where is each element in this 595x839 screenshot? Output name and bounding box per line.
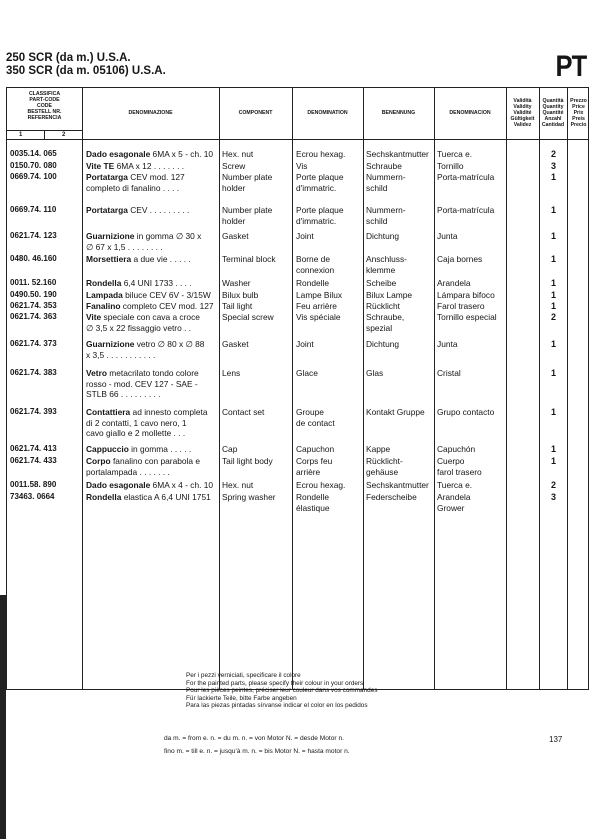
benennung-de: Dichtung — [366, 231, 400, 241]
component-en: Tail light — [222, 301, 253, 311]
component-en: Hex. nut — [222, 149, 254, 159]
description-it-detail: ad innesto completa di 2 contatti, 1 cavo nero, 1 cavo giallo e 2 mollette . . . — [86, 407, 208, 438]
model-line-1: 250 SCR (da m.) U.S.A. — [6, 52, 131, 64]
description-it — [86, 480, 220, 491]
description-it — [86, 492, 220, 503]
component-en: Number plate holder — [222, 205, 273, 226]
component-en: Special screw — [222, 312, 274, 322]
denominacion-es: Porta-matrícula — [437, 172, 495, 182]
description-it-name: Portatarga — [86, 205, 128, 215]
description-it — [86, 456, 220, 477]
denominacion-es: Tuerca e. — [437, 480, 473, 490]
description-it — [86, 254, 220, 265]
benennung-de: Rücklicht — [366, 301, 400, 311]
denominacion-es: Farol trasero — [437, 301, 485, 311]
benennung-de: Anschluss- klemme — [366, 254, 407, 275]
description-it-detail: a due vie . . . . . — [131, 254, 191, 264]
part-code: 73463. 0664 — [10, 492, 55, 501]
quantity: 1 — [550, 290, 556, 300]
note-it: Per i pezzi verniciati, specificare il colore — [186, 672, 301, 679]
description-it-detail: in gomma . . . . . — [128, 444, 192, 454]
section-badge: PT — [555, 50, 586, 83]
part-code: 0011.58. 890 — [10, 480, 57, 489]
part-code: 0480. 46.160 — [10, 254, 57, 263]
benennung-de: Schraube, spezial — [366, 312, 405, 333]
model-header — [6, 52, 166, 78]
part-code: 0490.50. 190 — [10, 290, 57, 299]
part-code: 0621.74. 123 — [10, 231, 57, 240]
part-code: 0621.74. 383 — [10, 368, 57, 377]
page-number: 137 — [549, 735, 563, 744]
component-en: Hex. nut — [222, 480, 254, 490]
note-en: For the painted parts, please specify their colour in your orders — [186, 679, 364, 687]
description-it — [86, 407, 220, 439]
quantity: 3 — [550, 492, 556, 502]
footer-legend-till: fino m. = till e. n. = jusqu'à m. n. = bis Motor N. = hasta motor n. — [164, 748, 350, 755]
component-en: Contact set — [222, 407, 265, 417]
denomination-fr: Borne de connexion — [296, 254, 335, 275]
benennung-de: Sechskantmutter — [366, 480, 429, 490]
description-it-detail: 6MA x 4 - ch. 10 — [150, 480, 214, 490]
component-en: Cap — [222, 444, 238, 454]
denomination-fr: Lampe Bilux — [296, 290, 343, 300]
description-it-name: Rondella — [86, 278, 122, 288]
denomination-fr: Ecrou hexag. — [296, 480, 346, 490]
quantity: 1 — [550, 339, 556, 349]
description-it-name: Dado esagonale — [86, 480, 151, 490]
header-price: Prezzo Price Prix Preis Precio — [570, 98, 587, 128]
description-it-detail: in gomma ∅ 30 x ∅ 67 x 1,5 . . . . . . . . — [86, 231, 202, 252]
note-de: Für lackierte Teile, bitte Farbe angeben — [186, 694, 297, 702]
benennung-de: Kontakt Gruppe — [366, 407, 425, 417]
component-en: Bilux bulb — [222, 290, 259, 300]
header-component: COMPONENT — [238, 110, 273, 116]
header-quantity: Quantità Quantity Quantité Anzahl Cantidad — [541, 98, 565, 128]
col-divider — [292, 88, 293, 689]
description-it-name: Guarnizione — [86, 231, 135, 241]
description-it-detail: 6,4 UNI 1733 . . . . — [121, 278, 192, 288]
denomination-fr: Vis — [296, 161, 308, 171]
denominacion-es: Caja bornes — [437, 254, 483, 264]
benennung-de: Kappe — [366, 444, 391, 454]
description-it-name: Fanalino — [86, 301, 121, 311]
description-it-detail: 6MA x 5 - ch. 10 — [150, 149, 214, 159]
denominacion-es: Cristal — [437, 368, 461, 378]
denominacion-es: Tornillo — [437, 161, 464, 171]
denominacion-es: Arandela — [437, 278, 471, 288]
header-code: CLASSIFICA PART-CODE CODE BESTELL NR. REFERENCIA — [27, 91, 62, 121]
denominacion-es: Junta — [437, 231, 458, 241]
parts-table — [6, 87, 589, 690]
note-es: Para las piezas pintadas sírvanse indicar el color en los pedidos — [186, 702, 368, 710]
part-code: 0621.74. 373 — [10, 339, 57, 348]
header-denomination: DENOMINATION — [307, 110, 348, 116]
description-it-name: Dado esagonale — [86, 149, 151, 159]
binding-edge — [0, 595, 6, 839]
component-en: Washer — [222, 278, 251, 288]
header-benennung: BENENNUNG — [381, 110, 416, 116]
denominacion-es: Tuerca e. — [437, 149, 473, 159]
col-divider — [434, 88, 435, 689]
part-code: 0150.70. 080 — [10, 161, 57, 170]
benennung-de: Nummern- schild — [366, 205, 406, 226]
quantity: 1 — [550, 301, 556, 311]
description-it — [86, 290, 220, 301]
component-en: Screw — [222, 161, 246, 171]
component-en: Terminal block — [222, 254, 276, 264]
model-line-2: 350 SCR (da m. 05106) U.S.A. — [6, 65, 166, 77]
quantity: 2 — [550, 480, 556, 490]
description-it-detail: CEV mod. 127 completo di fanalino . . . . — [86, 172, 185, 193]
description-it — [86, 278, 220, 289]
description-it — [86, 149, 220, 160]
header-validity: Validità Validity Validité Gültigkeit Validez — [510, 98, 535, 128]
part-code: 0669.74. 110 — [10, 205, 57, 214]
benennung-de: Scheibe — [366, 278, 397, 288]
description-it-name: Vite TE — [86, 161, 115, 171]
description-it-name: Lampada — [86, 290, 123, 300]
description-it-detail: elastica A 6,4 UNI 1751 — [121, 492, 211, 502]
part-code: 0621.74. 413 — [10, 444, 57, 453]
denomination-fr: Glace — [296, 368, 318, 378]
denominacion-es: Grupo contacto — [437, 407, 495, 417]
description-it — [86, 172, 220, 193]
denominacion-es: Junta — [437, 339, 458, 349]
description-it-detail: completo CEV mod. 127 — [120, 301, 214, 311]
denominacion-es: Tornillo especial — [437, 312, 497, 322]
quantity: 1 — [550, 278, 556, 288]
col-divider — [363, 88, 364, 689]
footer-legend-from: da m. = from e. n. = du m. n. = von Motor N. = desde Motor n. — [164, 735, 344, 742]
component-en: Number plate holder — [222, 172, 273, 193]
description-it-name: Guarnizione — [86, 339, 135, 349]
denomination-fr: Groupe de contact — [296, 407, 335, 428]
description-it-name: Vite — [86, 312, 102, 322]
quantity: 1 — [550, 407, 556, 417]
header-denominazione: DENOMINAZIONE — [128, 110, 173, 116]
description-it — [86, 312, 220, 333]
denomination-fr: Joint — [296, 339, 314, 349]
benennung-de: Rücklicht- gehäuse — [366, 456, 403, 477]
denomination-fr: Corps feu arrière — [296, 456, 333, 477]
component-en: Lens — [222, 368, 241, 378]
part-code: 0011. 52.160 — [10, 278, 57, 287]
description-it-detail: biluce CEV 6V - 3/15W — [122, 290, 211, 300]
description-it-name: Contattiera — [86, 407, 131, 417]
description-it — [86, 231, 220, 252]
denomination-fr: Ecrou hexag. — [296, 149, 346, 159]
description-it-name: Cappuccio — [86, 444, 129, 454]
description-it — [86, 301, 220, 312]
component-en: Spring washer — [222, 492, 276, 502]
quantity: 2 — [550, 312, 556, 322]
code-sub-vline — [44, 130, 45, 139]
denomination-fr: Feu arrière — [296, 301, 337, 311]
header-code-sub1: 1 — [19, 132, 23, 138]
denomination-fr: Rondelle élastique — [296, 492, 330, 513]
denomination-fr: Capuchon — [296, 444, 335, 454]
header-denominacion: DENOMINACION — [449, 110, 491, 116]
benennung-de: Federscheibe — [366, 492, 417, 502]
col-divider — [539, 88, 540, 689]
benennung-de: Glas — [366, 368, 384, 378]
benennung-de: Schraube — [366, 161, 402, 171]
quantity: 2 — [550, 149, 556, 159]
denomination-fr: Porte plaque d'immatric. — [296, 172, 344, 193]
quantity: 1 — [550, 254, 556, 264]
description-it-name: Rondella — [86, 492, 122, 502]
denominacion-es: Lámpara bifoco — [437, 290, 495, 300]
quantity: 1 — [550, 368, 556, 378]
note-fr: Pour les pièces peintes, préciser leur couleur dans vos commandes — [186, 687, 378, 695]
description-it-detail: CEV . . . . . . . . . — [127, 205, 190, 215]
description-it-name: Portatarga — [86, 172, 128, 182]
description-it-detail: metacrilato tondo colore rosso - mod. CEV 127 - SAE - STLB 66 . . . . . . . . . — [86, 368, 199, 399]
description-it — [86, 161, 220, 172]
description-it — [86, 205, 220, 216]
quantity: 1 — [550, 231, 556, 241]
quantity: 3 — [550, 161, 556, 171]
benennung-de: Sechskantmutter — [366, 149, 429, 159]
quantity: 1 — [550, 172, 556, 182]
description-it-name: Vetro — [86, 368, 107, 378]
component-en: Gasket — [222, 339, 249, 349]
description-it-name: Corpo — [86, 456, 111, 466]
denomination-fr: Vis spéciale — [296, 312, 341, 322]
part-code: 0621.74. 393 — [10, 407, 57, 416]
denominacion-es: Cuerpo farol trasero — [437, 456, 482, 477]
denomination-fr: Joint — [296, 231, 314, 241]
denomination-fr: Rondelle — [296, 278, 330, 288]
denominacion-es: Porta-matrícula — [437, 205, 495, 215]
quantity: 1 — [550, 205, 556, 215]
component-en: Gasket — [222, 231, 249, 241]
component-en: Tail light body — [222, 456, 273, 466]
col-divider — [567, 88, 568, 689]
benennung-de: Dichtung — [366, 339, 400, 349]
header-code-sub2: 2 — [62, 132, 66, 138]
description-it — [86, 444, 220, 455]
part-code: 0621.74. 363 — [10, 312, 57, 321]
description-it-detail: vetro ∅ 80 x ∅ 88 x 3,5 . . . . . . . . . . . — [86, 339, 205, 360]
denominacion-es: Capuchón — [437, 444, 476, 454]
description-it-detail: 6MA x 12 . . . . . . . — [114, 161, 185, 171]
header-divider — [7, 139, 588, 140]
benennung-de: Bilux Lampe — [366, 290, 413, 300]
part-code: 0621.74. 353 — [10, 301, 57, 310]
description-it-detail: speciale con cava a croce ∅ 3,5 x 22 fissaggio vetro . . — [86, 312, 200, 333]
description-it-name: Morsettiera — [86, 254, 132, 264]
part-code: 0621.74. 433 — [10, 456, 57, 465]
denominacion-es: Arandela Grower — [437, 492, 471, 513]
denomination-fr: Porte plaque d'immatric. — [296, 205, 344, 226]
description-it — [86, 339, 220, 360]
description-it — [86, 368, 220, 400]
part-code: 0035.14. 065 — [10, 149, 57, 158]
benennung-de: Nummern- schild — [366, 172, 406, 193]
quantity: 1 — [550, 456, 556, 466]
paint-note — [186, 672, 377, 710]
part-code: 0669.74. 100 — [10, 172, 57, 181]
description-it-detail: fanalino con parabola e portalampada . . . . . . . — [86, 456, 201, 477]
quantity: 1 — [550, 444, 556, 454]
